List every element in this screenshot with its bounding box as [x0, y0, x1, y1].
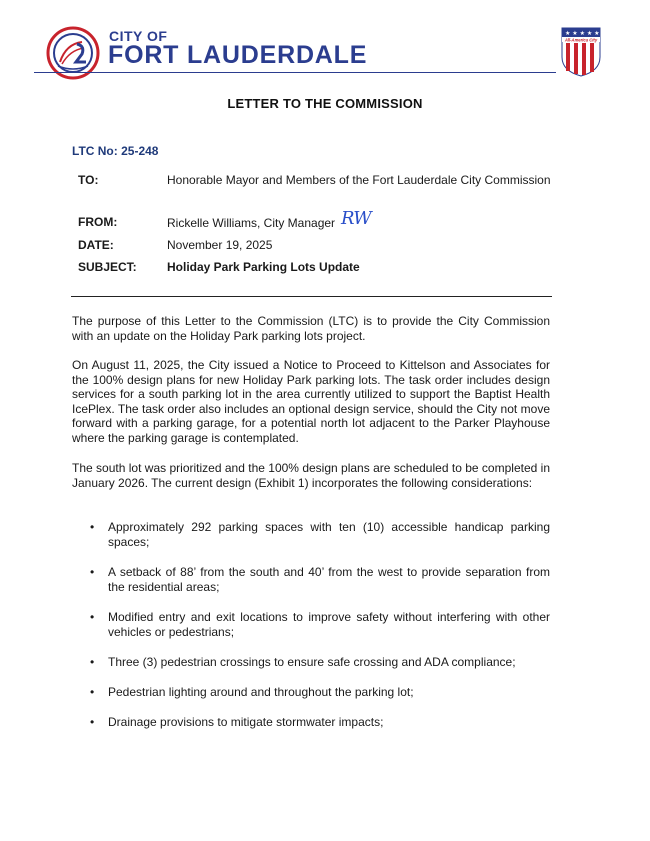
city-name-logotype: FORT LAUDERDALE: [108, 41, 368, 69]
city-of-label: CITY OF: [109, 28, 168, 44]
memo-date-row: [78, 235, 551, 255]
section-divider: [71, 296, 552, 297]
to-label: TO:: [78, 173, 99, 187]
bullet-glyph: •: [90, 685, 95, 699]
date-label: DATE:: [78, 238, 114, 252]
bullet-text: A setback of 88’ from the south and 40’ from the west to provide separation from the residential areas;: [108, 565, 550, 594]
bullet-text: Three (3) pedestrian crossings to ensure safe crossing and ADA compliance;: [108, 655, 516, 669]
city-seal-logo: [40, 22, 106, 84]
bullet-glyph: •: [90, 715, 95, 729]
bullet-glyph: •: [90, 520, 95, 534]
from-value-wrap: [167, 208, 551, 233]
bullet-glyph: •: [90, 565, 95, 579]
memo-subject-row: [78, 257, 551, 277]
paragraph-purpose: The purpose of this Letter to the Commission (LTC) is to provide the City Commission with an update on the Holiday Park parking lots project.: [72, 314, 550, 343]
bullet-text: Drainage provisions to mitigate stormwater impacts;: [108, 715, 384, 729]
ltc-number: LTC No: 25-248: [72, 144, 159, 158]
memo-from-row: [78, 208, 551, 232]
bullet-glyph: •: [90, 610, 95, 624]
bullet-glyph: •: [90, 655, 95, 669]
subject-value: Holiday Park Parking Lots Update: [167, 260, 360, 274]
memo-to-row: [78, 170, 551, 210]
date-value: November 19, 2025: [167, 238, 273, 252]
all-america-city-badge: [561, 27, 601, 77]
header-rule: [34, 72, 556, 73]
to-value: Honorable Mayor and Members of the Fort Lauderdale City Commission: [167, 173, 551, 187]
bullet-text: Modified entry and exit locations to improve safety without interfering with other vehicles or pedestrians;: [108, 610, 550, 639]
bullet-text: Approximately 292 parking spaces with ten (10) accessible handicap parking spaces;: [108, 520, 550, 549]
paragraph-notice-to-proceed: On August 11, 2025, the City issued a Notice to Proceed to Kittelson and Associates for the 100% design plans for new Holiday Park parking lots. The task order includes design services for a south parking lot in the area currently utilized to support the Baptist Health IcePlex. The task order also includes an optional design service, should the City not move forward with a parking garage, for a potential north lot adjacent to the Parker Playhouse where the parking garage is contemplated.: [72, 358, 550, 445]
manager-signature: RW: [341, 208, 371, 229]
svg-text:★ ★ ★ ★ ★: ★ ★ ★ ★ ★: [565, 30, 600, 37]
badge-caption: All-America City: [564, 37, 598, 43]
bullet-text: Pedestrian lighting around and throughout the parking lot;: [108, 685, 414, 699]
from-value: Rickelle Williams, City Manager: [167, 216, 336, 230]
subject-label: SUBJECT:: [78, 260, 137, 274]
from-label: FROM:: [78, 215, 118, 229]
paragraph-south-lot: The south lot was prioritized and the 100% design plans are scheduled to be completed in January 2026. The current design (Exhibit 1) incorporates the following considerations:: [72, 461, 550, 490]
document-title: LETTER TO THE COMMISSION: [227, 96, 423, 111]
